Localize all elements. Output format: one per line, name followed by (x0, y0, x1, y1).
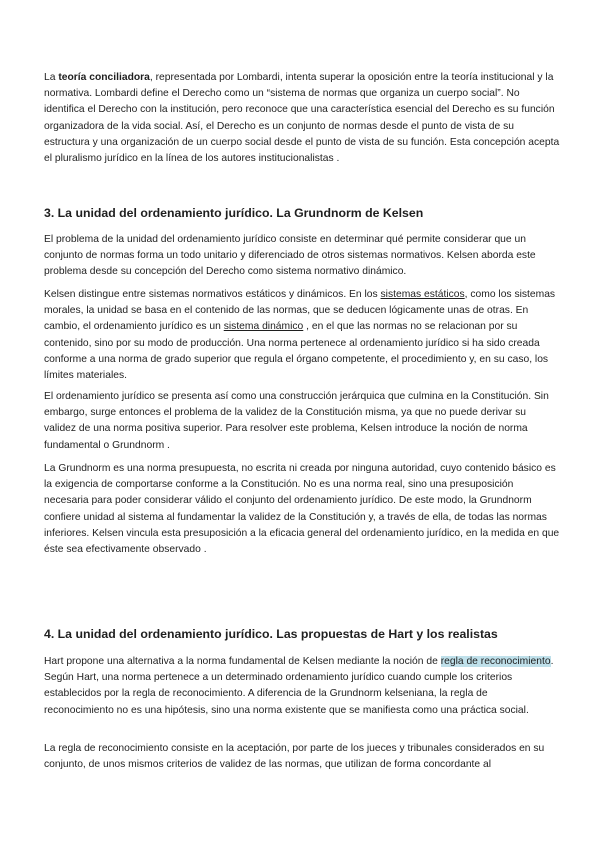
paragraph-grundnorm: La Grundnorm es una norma presupuesta, no escrita ni creada por ninguna autoridad, cuyo contenido básico es la exigencia de comportarse conforme a la Constitución. No es una norma real, sino una presuposición necesaria para poder considerar válido el conjunto del ordenamiento jurídico. De este modo, la Grundnorm confiere unidad al sistema al fundamentar la validez de la Constitución y, a través de ella, de todas las normas inferiores. Kelsen vincula esta presuposición a la eficacia general del ordenamiento jurídico, en la medida en que éste sea efectivamente observado . (44, 463, 560, 556)
paragraph-problema-unidad: El problema de la unidad del ordenamiento jurídico consiste en determinar qué permite considerar que un conjunto de normas forma un todo unitario y diferenciado de otros sistemas normativos. Kelsen aborda este problema desde su concepción del Derecho como sistema normativo dinámico. (44, 234, 536, 278)
underlined-term: sistemas estáticos (380, 289, 465, 300)
paragraph-text: . Según Hart, una norma pertenece a un determinado ordenamiento jurídico cuando cumple los criterios establecidos por la regla de reconocimiento. A diferencia de la Grundnorm kelseniana, la regla de reconocimiento no es una hipótesis, sino una norma existente que se manifiesta como una práctica social. (44, 656, 554, 716)
paragraph-sistemas-normativos (44, 287, 560, 384)
paragraph-hart (44, 654, 560, 719)
bold-term: teoría conciliadora (58, 72, 150, 83)
paragraph-text: Kelsen distingue entre sistemas normativos estáticos y dinámicos. En los (44, 289, 381, 300)
section-heading-4: 4. La unidad del ordenamiento jurídico. Las propuestas de Hart y los realistas (44, 627, 498, 641)
underlined-term: sistema dinámico (223, 321, 304, 333)
section-heading-3: 3. La unidad del ordenamiento jurídico. La Grundnorm de Kelsen (44, 206, 424, 220)
paragraph-regla-reconocimiento: La regla de reconocimiento consiste en la aceptación, por parte de los jueces y tribunales considerados en su conjunto, de unos mismos criterios de validez de las normas, que utilizan de forma concordante al (44, 743, 545, 771)
highlighted-term: regla de reconocimiento (440, 656, 551, 667)
paragraph-text: La (44, 72, 59, 83)
paragraph-text: , como los sistemas morales, la unidad se basa en el contenido de las normas, que se deducen lógicamente unas de otras. En cambio, el ordenamiento jurídico es un (44, 289, 556, 333)
paragraph-text: , representada por Lombardi, intenta superar la oposición entre la teoría institucional y la normativa. Lombardi define el Derecho como un “sistema de normas que organiza un cuerpo social”. No identifica el Derecho con la institución, pero reconoce que una característica esencial del Derecho es su función organizadora de la vida social. Así, el Derecho es un conjunto de normas desde el punto de vista de su estructura y una organización de un cuerpo social desde el punto de vista de su función. Esta concepción acepta el pluralismo jurídico en la línea de los autores institucionalistas . (44, 72, 560, 165)
paragraph-teoria-conciliadora (44, 70, 560, 167)
paragraph-construccion-jerarquica: El ordenamiento jurídico se presenta así como una construcción jerárquica que culmina en la Constitución. Sin embargo, surge entonces el problema de la validez de la Constitución misma, ya que no puede derivar su validez de una norma positiva superior. Para resolver este problema, Kelsen introduce la noción de norma fundamental o Grundnorm . (44, 391, 549, 451)
paragraph-text: Hart propone una alternativa a la norma fundamental de Kelsen mediante la noción de (44, 656, 441, 667)
paragraph-text: , en el que las normas no se relacionan por su contenido, sino por su modo de producción. Una norma pertenece al ordenamiento jurídico si ha sido creada conforme a una norma de grado superior que regula el órgano competente, el procedimiento y, en su caso, los límites materiales. (44, 321, 549, 382)
